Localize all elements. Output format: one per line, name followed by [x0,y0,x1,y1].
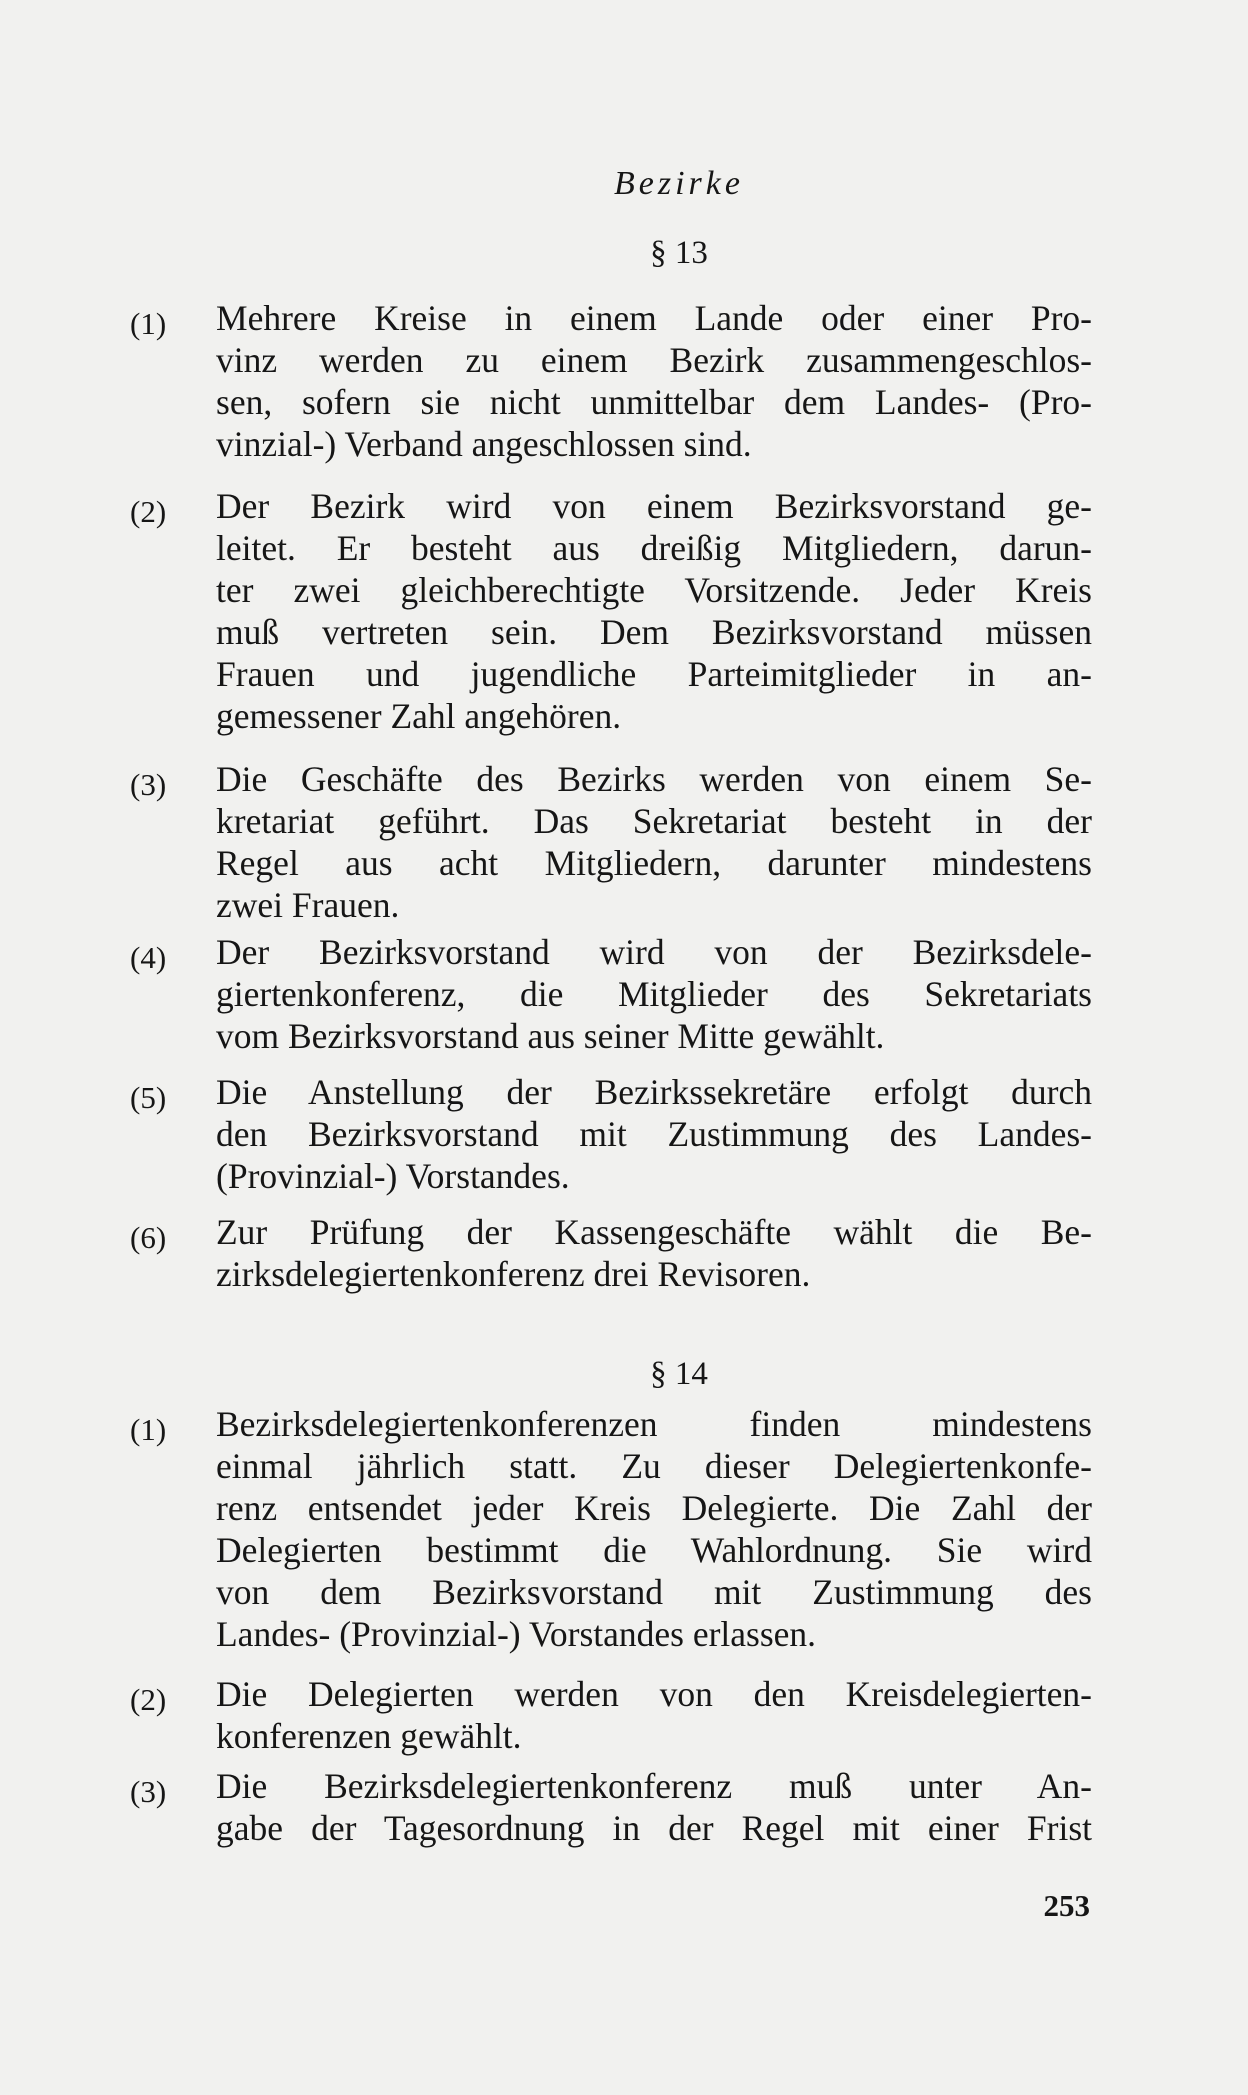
paragraph-number: (2) [130,1682,167,1717]
text-line: gabe der Tagesordnung in der Regel mit einer Frist [216,1808,1092,1848]
text-line: Die Delegierten werden von den Kreisdelegierten- [216,1674,1092,1714]
text-line: Der Bezirksvorstand wird von der Bezirksdele- [216,932,1092,972]
text-line: leitet. Er besteht aus dreißig Mitgliedern, darun- [216,528,1092,568]
text-line: renz entsendet jeder Kreis Delegierte. Die Zahl der [216,1488,1092,1528]
text-line: Frauen und jugendliche Parteimitglieder in an- [216,654,1092,694]
text-line: Mehrere Kreise in einem Lande oder einer Pro- [216,298,1092,338]
paragraph-number: (6) [130,1220,167,1255]
text-line: vinz werden zu einem Bezirk zusammengeschlos- [216,340,1092,380]
section-heading: Bezirke [614,165,744,202]
text-line: Bezirksdelegiertenkonferenzen finden mindestens [216,1404,1092,1444]
text-line: gemessener Zahl angehören. [216,696,622,736]
text-line: (Provinzial-) Vorstandes. [216,1156,570,1196]
text-line: Zur Prüfung der Kassengeschäfte wählt die Be- [216,1212,1092,1252]
text-line: Delegierten bestimmt die Wahlordnung. Sie wird [216,1530,1092,1570]
text-line: muß vertreten sein. Dem Bezirksvorstand müssen [216,612,1092,652]
paragraph-number: (2) [130,494,167,529]
paragraph-number: (1) [130,1412,167,1447]
text-line: von dem Bezirksvorstand mit Zustimmung des [216,1572,1092,1612]
text-line: konferenzen gewählt. [216,1716,522,1756]
text-line: zwei Frauen. [216,885,400,925]
text-line: Landes- (Provinzial-) Vorstandes erlassen. [216,1614,817,1654]
text-line: sen, sofern sie nicht unmittelbar dem Landes- (Pro- [216,382,1092,422]
text-line: Die Bezirksdelegiertenkonferenz muß unter An- [216,1766,1092,1806]
text-line: Der Bezirk wird von einem Bezirksvorstand ge- [216,486,1092,526]
text-line: vom Bezirksvorstand aus seiner Mitte gewählt. [216,1016,885,1056]
text-line: Die Anstellung der Bezirkssekretäre erfolgt durch [216,1072,1092,1112]
text-line: giertenkonferenz, die Mitglieder des Sekretariats [216,974,1092,1014]
section-13-title: § 13 [650,235,708,271]
paragraph-number: (5) [130,1080,167,1115]
text-line: Regel aus acht Mitgliedern, darunter mindestens [216,843,1092,883]
text-line: einmal jährlich statt. Zu dieser Delegiertenkonfe- [216,1446,1092,1486]
text-line: kretariat geführt. Das Sekretariat besteht in der [216,801,1092,841]
paragraph-number: (3) [130,767,167,802]
paragraph-number: (4) [130,940,167,975]
page-number: 253 [1043,1888,1090,1923]
text-line: ter zwei gleichberechtigte Vorsitzende. Jeder Kreis [216,570,1092,610]
text-line: zirksdelegiertenkonferenz drei Revisoren. [216,1254,811,1294]
paragraph-number: (3) [130,1774,167,1809]
paragraph-number: (1) [130,306,167,341]
section-14-title: § 14 [650,1356,708,1392]
text-line: Die Geschäfte des Bezirks werden von einem Se- [216,759,1092,799]
text-line: vinzial-) Verband angeschlossen sind. [216,424,752,464]
text-line: den Bezirksvorstand mit Zustimmung des Landes- [216,1114,1092,1154]
